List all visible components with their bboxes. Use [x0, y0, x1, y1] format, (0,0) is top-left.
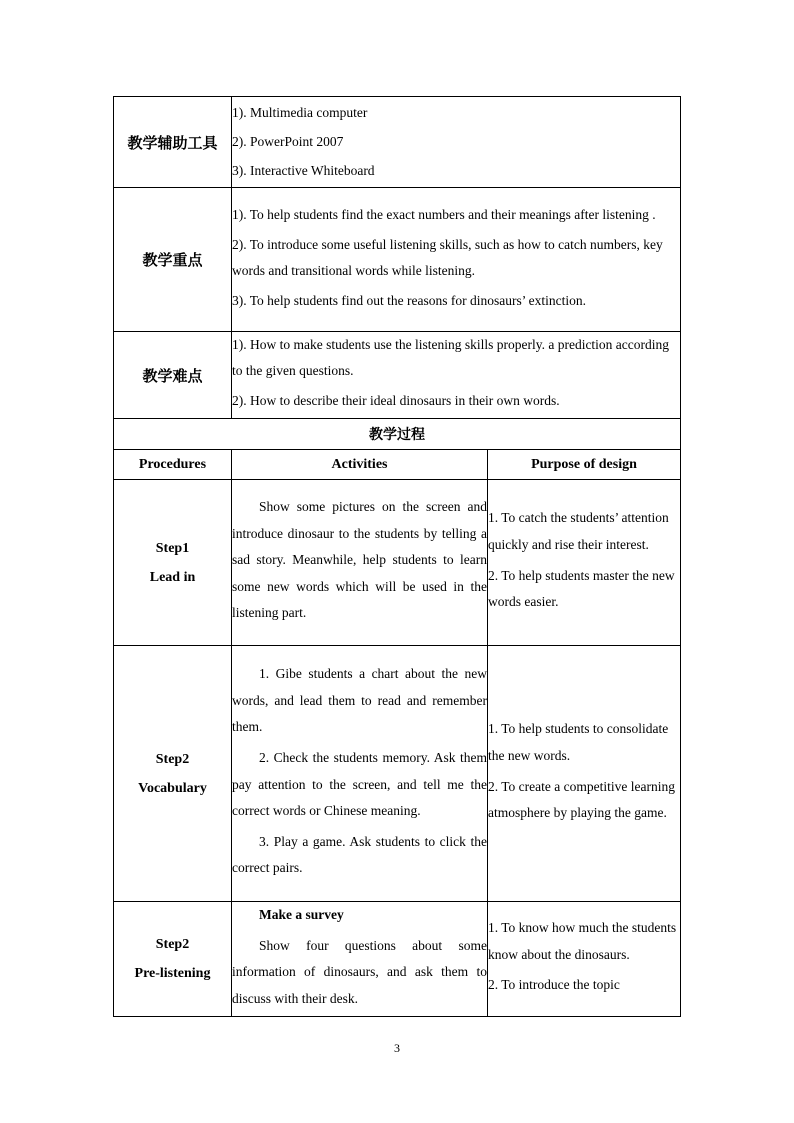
step-purposes [488, 646, 681, 902]
process-title-row [114, 419, 681, 450]
difficulties-row [114, 332, 681, 419]
step-row [114, 902, 681, 1017]
aids-item: 3). Interactive Whiteboard [232, 163, 375, 178]
header-activities: Activities [232, 450, 488, 480]
step-activities [232, 646, 488, 902]
activity-text: 3. Play a game. Ask students to click the correct pairs. [232, 833, 487, 876]
activity-text: 1. Gibe students a chart about the new words, and lead them to read and remember them. [232, 666, 487, 735]
step-row [114, 646, 681, 902]
lesson-plan-table [113, 96, 681, 1017]
aids-label: 教学辅助工具 [114, 97, 232, 188]
difficulties-content [232, 332, 681, 419]
page-number: 3 [394, 1041, 400, 1055]
key-points-row [114, 188, 681, 332]
difficulty-item: 2). How to describe their ideal dinosaurs in their own words. [232, 393, 560, 408]
aids-content [232, 97, 681, 188]
aids-row [114, 97, 681, 188]
key-points-label: 教学重点 [114, 188, 232, 332]
key-point-item: 1). To help students find the exact numbers and their meanings after listening . [232, 206, 656, 222]
aids-item: 1). Multimedia computer [232, 105, 368, 120]
step-name: Step2 [155, 937, 190, 953]
step-label [114, 646, 232, 902]
key-point-item: 2). To introduce some useful listening skills, such as how to catch numbers, key words and transitional words while listening. [232, 236, 663, 278]
header-purpose: Purpose of design [488, 450, 681, 480]
activity-text: Show four questions about some information of dinosaurs, and ask them to discuss with their desk. [232, 937, 487, 1006]
purpose-text: 1. To help students to consolidate the new words. [488, 721, 669, 763]
difficulty-item: 1). How to make students use the listening skills properly. a prediction according to the given questions. [232, 337, 670, 378]
step-activities [232, 480, 488, 646]
header-procedures: Procedures [114, 450, 232, 480]
step-label [114, 902, 232, 1017]
activity-text: 2. Check the students memory. Ask them pay attention to the screen, and tell me the correct words or Chinese meaning. [232, 749, 487, 819]
step-purposes [488, 480, 681, 646]
step-row [114, 480, 681, 646]
step-label [114, 480, 232, 646]
activity-heading: Make a survey [259, 907, 344, 922]
step-activities [232, 902, 488, 1017]
key-points-content [232, 188, 681, 332]
purpose-text: 2. To help students master the new words easier. [488, 567, 675, 610]
purpose-text: 1. To catch the students’ attention quickly and rise their interest. [488, 510, 669, 552]
step-sub: Pre-listening [134, 966, 211, 982]
difficulties-label: 教学难点 [114, 332, 232, 419]
aids-item: 2). PowerPoint 2007 [232, 134, 344, 149]
purpose-text: 1. To know how much the students know about the dinosaurs. [488, 920, 677, 962]
process-title: 教学过程 [114, 419, 681, 450]
activity-text: Show some pictures on the screen and introduce dinosaur to the students by telling a sad story. Meanwhile, help students to learn some new words which will be used in the listening part. [232, 499, 487, 621]
step-name: Step1 [155, 540, 190, 556]
key-point-item: 3). To help students find out the reasons for dinosaurs’ extinction. [232, 292, 586, 308]
purpose-text: 2. To create a competitive learning atmosphere by playing the game. [488, 778, 675, 821]
step-name: Step2 [155, 751, 190, 767]
step-sub: Lead in [149, 569, 196, 585]
step-sub: Vocabulary [138, 780, 207, 796]
purpose-text: 2. To introduce the topic [488, 977, 620, 993]
step-purposes [488, 902, 681, 1017]
process-header-row [114, 450, 681, 480]
